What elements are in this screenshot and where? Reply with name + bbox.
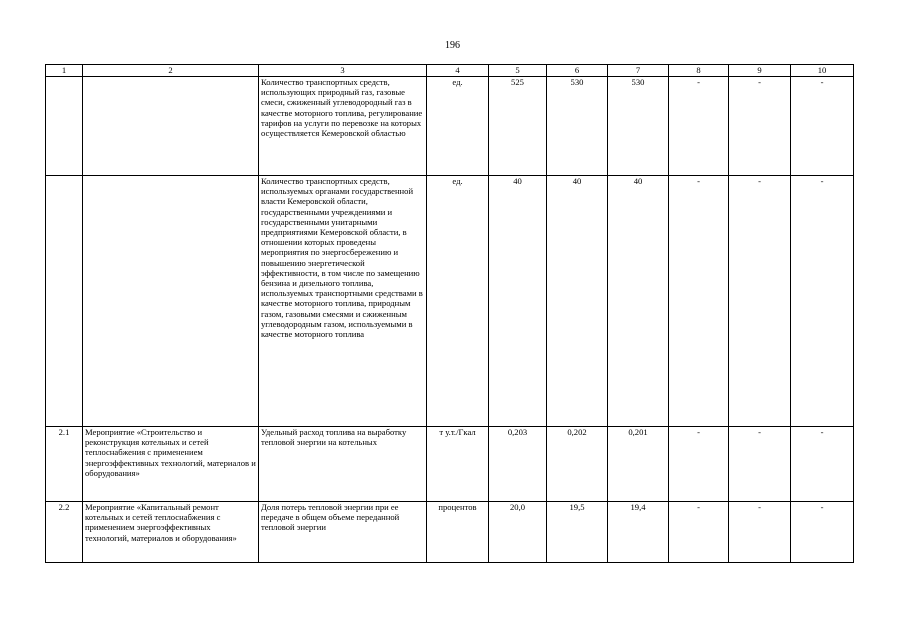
header-row bbox=[46, 65, 854, 77]
row-number bbox=[46, 77, 83, 176]
header-col-2: 2 bbox=[83, 65, 259, 77]
value-col-10: - bbox=[791, 427, 854, 502]
header-col-10: 10 bbox=[791, 65, 854, 77]
value-col-9: - bbox=[729, 427, 791, 502]
value-col-8: - bbox=[669, 427, 729, 502]
indicator-name: Количество транспортных средств, используемых органами государственной власти Кемеровской области, государственными учреждениями и государственными унитарными предприятиями Кемеровской области, в отношении которых проведены мероприятия по энергосбережению и повышению энергетической эффективности, в том числе по замещению бензина и дизельного топлива, используемых транспортными средствами в качестве моторного топлива, природным газом, газовыми смесями и сжиженным углеводородным газом, используемыми в качестве моторного топлива bbox=[259, 176, 427, 427]
header-col-1: 1 bbox=[46, 65, 83, 77]
unit: ед. bbox=[427, 77, 489, 176]
row-number bbox=[46, 176, 83, 427]
event-name bbox=[83, 176, 259, 427]
table-row bbox=[46, 176, 854, 427]
value-col-10: - bbox=[791, 77, 854, 176]
unit: т у.т./Гкал bbox=[427, 427, 489, 502]
row-number: 2.1 bbox=[46, 427, 83, 502]
value-col-9: - bbox=[729, 176, 791, 427]
value-col-10: - bbox=[791, 502, 854, 563]
value-col-7: 40 bbox=[608, 176, 669, 427]
value-col-7: 19,4 bbox=[608, 502, 669, 563]
page-number: 196 bbox=[445, 40, 460, 51]
header-col-3: 3 bbox=[259, 65, 427, 77]
value-col-9: - bbox=[729, 77, 791, 176]
value-col-6: 0,202 bbox=[547, 427, 608, 502]
header-col-5: 5 bbox=[489, 65, 547, 77]
value-col-6: 40 bbox=[547, 176, 608, 427]
indicator-name: Удельный расход топлива на выработку тепловой энергии на котельных bbox=[259, 427, 427, 502]
event-name: Мероприятие «Капитальный ремонт котельных и сетей теплоснабжения с применением энергоэффективных технологий, материалов и оборудования» bbox=[83, 502, 259, 563]
header-col-8: 8 bbox=[669, 65, 729, 77]
value-col-10: - bbox=[791, 176, 854, 427]
indicator-name: Доля потерь тепловой энергии при ее передаче в общем объеме переданной тепловой энергии bbox=[259, 502, 427, 563]
value-col-9: - bbox=[729, 502, 791, 563]
value-col-6: 530 bbox=[547, 77, 608, 176]
value-col-6: 19,5 bbox=[547, 502, 608, 563]
unit: процентов bbox=[427, 502, 489, 563]
value-col-7: 0,201 bbox=[608, 427, 669, 502]
value-col-5: 40 bbox=[489, 176, 547, 427]
header-col-4: 4 bbox=[427, 65, 489, 77]
value-col-8: - bbox=[669, 502, 729, 563]
table-row bbox=[46, 502, 854, 563]
event-name bbox=[83, 77, 259, 176]
header-col-9: 9 bbox=[729, 65, 791, 77]
value-col-5: 525 bbox=[489, 77, 547, 176]
table-row bbox=[46, 427, 854, 502]
value-col-8: - bbox=[669, 77, 729, 176]
row-number: 2.2 bbox=[46, 502, 83, 563]
value-col-5: 20,0 bbox=[489, 502, 547, 563]
value-col-7: 530 bbox=[608, 77, 669, 176]
unit: ед. bbox=[427, 176, 489, 427]
header-col-7: 7 bbox=[608, 65, 669, 77]
indicators-table bbox=[45, 64, 854, 563]
table-row bbox=[46, 77, 854, 176]
event-name: Мероприятие «Строительство и реконструкция котельных и сетей теплоснабжения с применением энергоэффективных технологий, материалов и оборудования» bbox=[83, 427, 259, 502]
value-col-5: 0,203 bbox=[489, 427, 547, 502]
indicator-name: Количество транспортных средств, использующих природный газ, газовые смеси, сжиженный углеводородный газ в качестве моторного топлива, регулирование тарифов на услуги по перевозке на которых осуществляется Кемеровской областью bbox=[259, 77, 427, 176]
value-col-8: - bbox=[669, 176, 729, 427]
header-col-6: 6 bbox=[547, 65, 608, 77]
